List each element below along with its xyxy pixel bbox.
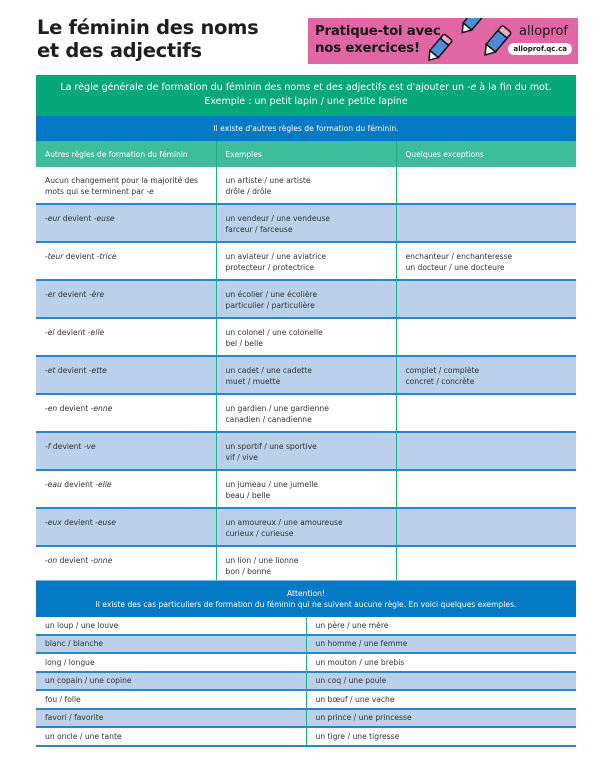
example-item: canadien / canadienne: [225, 415, 312, 424]
pencil-icon: [478, 23, 514, 61]
rule-cell: -eux devient -euse: [36, 508, 216, 546]
table-row: [36, 470, 576, 508]
irregular-example: un copain / une copine: [36, 672, 306, 691]
rules-table-header: [36, 141, 576, 167]
exception-item: complet / complète: [405, 366, 480, 375]
exceptions-cell: [396, 318, 576, 356]
table-row: [36, 508, 576, 546]
brand-url[interactable]: alloprof.qc.ca: [508, 43, 572, 55]
irregular-example: un oncle / une tante: [36, 727, 306, 746]
exceptions-cell: [396, 508, 576, 546]
attention-text: Il existe des cas particuliers de formation du féminin qui ne suivent aucune règle. En voici quelques exemples.: [95, 600, 517, 609]
table-row: [36, 204, 576, 242]
exception-item: un docteur / une docteure: [405, 263, 505, 272]
table-row: [36, 394, 576, 432]
table-row: [36, 727, 576, 746]
irregular-example: fou / folle: [36, 690, 306, 709]
irregular-example: un père / une mère: [306, 617, 576, 635]
irregular-example: un loup / une louve: [36, 617, 306, 635]
table-row: [36, 280, 576, 318]
rule-cell: -f devient -ve: [36, 432, 216, 470]
exceptions-cell: [396, 356, 576, 394]
exceptions-cell: [396, 470, 576, 508]
example-item: un lion / une lionne: [225, 556, 299, 565]
exceptions-cell: [396, 546, 576, 584]
examples-cell: [216, 242, 396, 280]
table-row: [36, 546, 576, 584]
pencil-icon: [422, 32, 456, 64]
table-row: [36, 709, 576, 728]
table-row: [36, 672, 576, 691]
exception-item: concret / concrète: [405, 377, 475, 386]
rule-cell: Aucun changement pour la majorité des mots qui se terminent par -e: [36, 167, 216, 204]
rule-cell: -en devient -enne: [36, 394, 216, 432]
rule-cell: -el devient -elle: [36, 318, 216, 356]
examples-cell: [216, 546, 396, 584]
example-item: drôle / drôle: [225, 187, 272, 196]
irregular-example: un homme / une femme: [306, 635, 576, 654]
brand-logo: alloprof: [519, 24, 568, 39]
irregular-example: un prince / une princesse: [306, 709, 576, 728]
example-item: un cadet / une cadette: [225, 366, 312, 375]
examples-cell: [216, 280, 396, 318]
rule-cell: -er devient -ère: [36, 280, 216, 318]
general-rule-box: [36, 75, 576, 116]
irregular-example: favori / favorite: [36, 709, 306, 728]
attention-heading: [36, 580, 576, 617]
table-row: [36, 690, 576, 709]
table-row: [36, 653, 576, 672]
example-item: beau / belle: [225, 491, 271, 500]
rule-cell: -on devient -onne: [36, 546, 216, 584]
example-item: bel / belle: [225, 339, 263, 348]
examples-cell: [216, 432, 396, 470]
general-rule-example: Exemple : un petit lapin / une petite lapine: [204, 96, 408, 107]
banner-line-2: nos exercices!: [315, 41, 420, 56]
example-item: un colonel / une colonelle: [225, 328, 323, 337]
examples-cell: [216, 167, 396, 204]
example-item: curieux / curieuse: [225, 529, 294, 538]
examples-cell: [216, 356, 396, 394]
exceptions-cell: [396, 280, 576, 318]
example-item: un jumeau / une jumelle: [225, 480, 318, 489]
examples-cell: [216, 470, 396, 508]
column-header-rule: Autres règles de formation du féminin: [36, 141, 216, 167]
rule-cell: -eur devient -euse: [36, 204, 216, 242]
irregular-example: un bœuf / une vache: [306, 690, 576, 709]
irregular-example: un mouton / une brebis: [306, 653, 576, 672]
general-rule-text: La règle générale de formation du féminin des noms et des adjectifs est d'ajouter un -e à la fin du mot.: [60, 82, 552, 93]
rule-cell: -et devient -ette: [36, 356, 216, 394]
example-item: bon / bonne: [225, 567, 271, 576]
column-header-examples: Exemples: [216, 141, 396, 167]
title-line-1: Le féminin des noms: [37, 16, 259, 39]
exceptions-cell: [396, 394, 576, 432]
exceptions-cell: [396, 432, 576, 470]
exception-item: enchanteur / enchanteresse: [405, 252, 513, 261]
irregular-examples-table: [36, 617, 576, 747]
examples-cell: [216, 394, 396, 432]
irregular-example: blanc / blanche: [36, 635, 306, 654]
table-row: [36, 356, 576, 394]
exceptions-cell: [396, 167, 576, 204]
example-item: protecteur / protectrice: [225, 263, 315, 272]
example-item: farceur / farceuse: [225, 225, 293, 234]
other-rules-heading: Il existe d'autres règles de formation du féminin.: [36, 116, 576, 141]
exceptions-cell: [396, 204, 576, 242]
table-row: [36, 167, 576, 204]
example-item: particulier / particulière: [225, 301, 315, 310]
exceptions-cell: [396, 242, 576, 280]
example-item: vif / vive: [225, 453, 258, 462]
table-row: [36, 617, 576, 635]
example-item: muet / muette: [225, 377, 281, 386]
irregular-example: long / longue: [36, 653, 306, 672]
banner-line-1: Pratique-toi avec: [315, 24, 441, 39]
title-line-2: et des adjectifs: [37, 39, 202, 62]
examples-cell: [216, 508, 396, 546]
example-item: un gardien / une gardienne: [225, 404, 329, 413]
page-title: [37, 16, 258, 62]
table-row: [36, 432, 576, 470]
rule-cell: -eau devient -elle: [36, 470, 216, 508]
column-header-exceptions: Quelques exceptions: [396, 141, 576, 167]
example-item: un aviateur / une aviatrice: [225, 252, 327, 261]
rules-table: [36, 141, 576, 585]
table-row: [36, 635, 576, 654]
examples-cell: [216, 204, 396, 242]
rule-cell: -teur devient -trice: [36, 242, 216, 280]
table-row: [36, 242, 576, 280]
example-item: un écolier / une écolière: [225, 290, 318, 299]
irregular-example: un coq / une poule: [306, 672, 576, 691]
example-item: un vendeur / une vendeuse: [225, 214, 330, 223]
irregular-example: un tigre / une tigresse: [306, 727, 576, 746]
attention-title: Attention!: [286, 589, 326, 598]
table-row: [36, 318, 576, 356]
example-item: un amoureux / une amoureuse: [225, 518, 343, 527]
exercises-banner[interactable]: [308, 18, 578, 64]
examples-cell: [216, 318, 396, 356]
example-item: un artiste / une artiste: [225, 176, 311, 185]
example-item: un sportif / une sportive: [225, 442, 317, 451]
